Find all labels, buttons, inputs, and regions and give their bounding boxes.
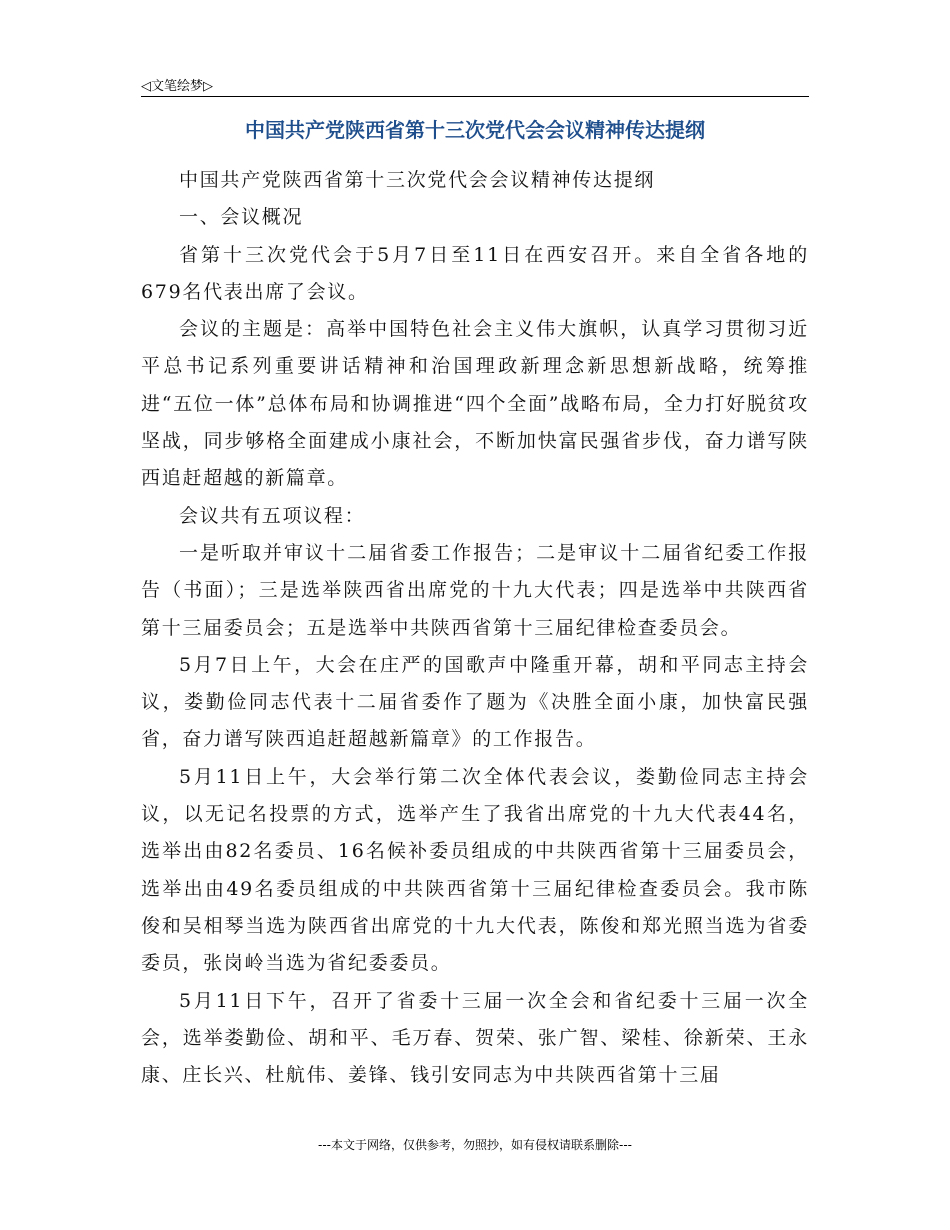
paragraph-may-11-morning: 5月11日上午，大会举行第二次全体代表会议，娄勤俭同志主持会议，以无记名投票的方式，选举产生了我省出席党的十九大代表44名，选举出由82名委员、16名候补委员组成的中共陕西省第十三届委员会，选举出由49名委员组成的中共陕西省第十三届纪律检查委员会。我市陈俊和吴相琴当选为陕西省出席党的十九大代表，陈俊和郑光照当选为省委委员，张岗岭当选为省纪委委员。 <box>141 765 809 975</box>
paragraph-agenda-items: 一是听取并审议十二届省委工作报告；二是审议十二届省纪委工作报告（书面）；三是选举陕西省出席党的十九大代表；四是选举中共陕西省第十三届委员会；五是选举中共陕西省第十三届纪律检查委员会。 <box>141 541 809 639</box>
paragraph-subtitle: 中国共产党陕西省第十三次党代会会议精神传达提纲 <box>179 169 656 191</box>
paragraph-meeting-overview: 省第十三次党代会于5月7日至11日在西安召开。来自全省各地的679名代表出席了会议。 <box>141 243 809 303</box>
page-header <box>141 72 809 97</box>
paragraph-section-heading: 一、会议概况 <box>179 206 304 229</box>
paragraph-may-11-afternoon: 5月11日下午，召开了省委十三届一次全会和省纪委十三届一次全会，选举娄勤俭、胡和平、毛万春、贺荣、张广智、梁桂、徐新荣、王永康、庄长兴、杜航伟、姜锋、钱引安同志为中共陕西省第十三届 <box>141 989 809 1087</box>
paragraph-agenda-intro: 会议共有五项议程： <box>179 504 366 527</box>
paragraph-meeting-theme: 会议的主题是：高举中国特色社会主义伟大旗帜，认真学习贯彻习近平总书记系列重要讲话精神和治国理政新理念新思想新战略，统筹推进“五位一体”总体布局和协调推进“四个全面”战略布局，全力打好脱贫攻坚战，同步够格全面建成小康社会，不断加快富民强省步伐，奋力谱写陕西追赶超越的新篇章。 <box>141 318 809 490</box>
paragraph-may-7: 5月7日上午，大会在庄严的国歌声中隆重开幕，胡和平同志主持会议，娄勤俭同志代表十二届省委作了题为《决胜全面小康，加快富民强省，奋力谱写陕西追赶超越新篇章》的工作报告。 <box>141 653 809 751</box>
document-title: 中国共产党陕西省第十三次党代会会议精神传达提纲 <box>245 118 705 142</box>
header-brand-text: ◁文笔绘梦▷ <box>141 79 213 94</box>
page-footer-disclaimer: ---本文于网络，仅供参考，勿照抄，如有侵权请联系删除--- <box>318 1138 632 1152</box>
document-body <box>141 162 809 1094</box>
